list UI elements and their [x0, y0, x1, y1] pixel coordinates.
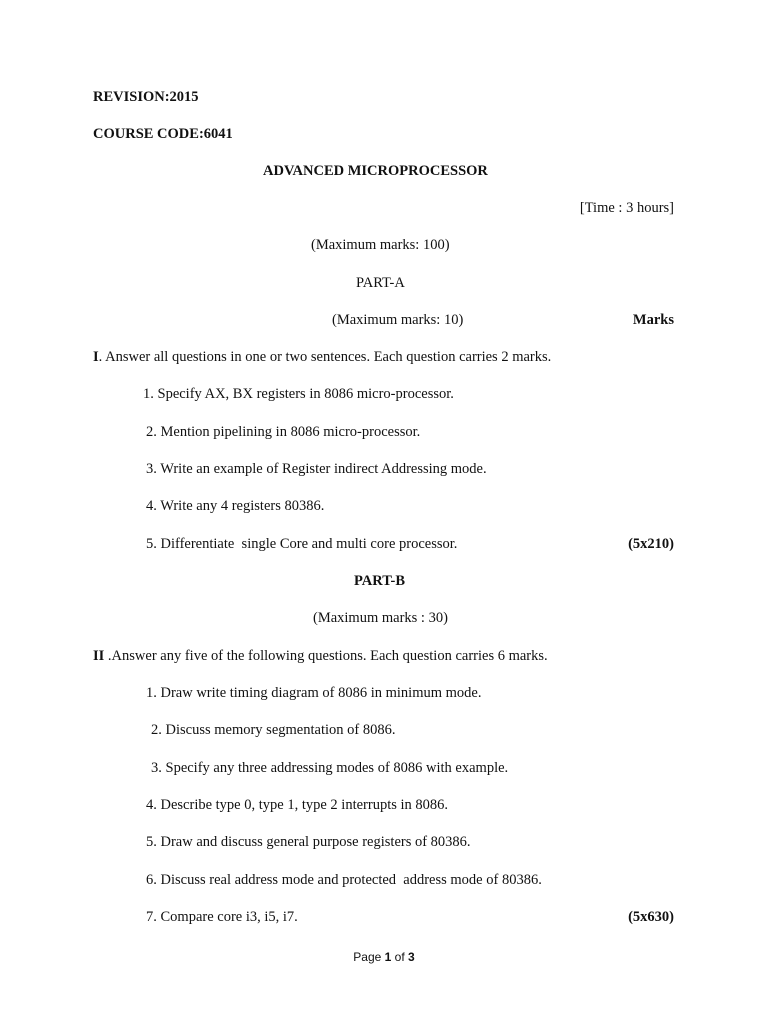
part-b-heading: PART-B [354, 573, 406, 589]
part-b-question: 3. Specify any three addressing modes of 8086 with example. [151, 760, 509, 776]
part-b-instruction-number: II [93, 648, 105, 664]
paper-title: ADVANCED MICROPROCESSOR [263, 163, 488, 179]
part-b-instruction [93, 647, 548, 665]
part-a-instruction-text: . Answer all questions in one or two sentences. Each question carries 2 marks. [98, 349, 552, 365]
part-a-max-marks: (Maximum marks: 10) [332, 312, 464, 328]
part-a-heading: PART-A [356, 275, 405, 291]
part-b-question: 4. Describe type 0, type 1, type 2 interrupts in 8086. [146, 797, 449, 813]
part-b-total-marks: (5x630) [628, 909, 674, 925]
part-a-question: 5. Differentiate single Core and multi core processor. [146, 536, 458, 552]
part-a-question: 4. Write any 4 registers 80386. [146, 498, 325, 514]
part-a-question: 2. Mention pipelining in 8086 micro-processor. [146, 424, 421, 440]
part-a-total-marks: (5x210) [628, 536, 674, 552]
page-footer-word: Page [353, 950, 385, 964]
page-footer-total: 3 [408, 950, 415, 964]
marks-column-label: Marks [632, 312, 674, 328]
page-footer-of: of [391, 950, 409, 964]
part-b-question: 1. Draw write timing diagram of 8086 in minimum mode. [146, 685, 482, 701]
part-b-instruction-text: .Answer any five of the following questions. Each question carries 6 marks. [104, 648, 548, 664]
part-b-question: 5. Draw and discuss general purpose registers of 80386. [146, 834, 471, 850]
time-allowed: [Time : 3 hours] [579, 200, 674, 216]
course-code-label: COURSE CODE:6041 [93, 126, 233, 142]
part-b-question: 7. Compare core i3, i5, i7. [146, 909, 298, 925]
total-max-marks: (Maximum marks: 100) [311, 237, 450, 253]
part-b-question: 6. Discuss real address mode and protected address mode of 80386. [146, 872, 542, 888]
part-b-max-marks: (Maximum marks : 30) [313, 610, 448, 626]
part-a-question: 1. Specify AX, BX registers in 8086 micro-processor. [143, 386, 454, 402]
part-a-instruction [93, 348, 551, 366]
revision-label: REVISION:2015 [93, 89, 199, 105]
page-footer [0, 948, 768, 966]
part-b-question: 2. Discuss memory segmentation of 8086. [151, 722, 396, 738]
page-footer-number: 1 [384, 950, 392, 964]
part-a-instruction-number: I [93, 349, 99, 365]
part-a-question: 3. Write an example of Register indirect Addressing mode. [146, 461, 487, 477]
